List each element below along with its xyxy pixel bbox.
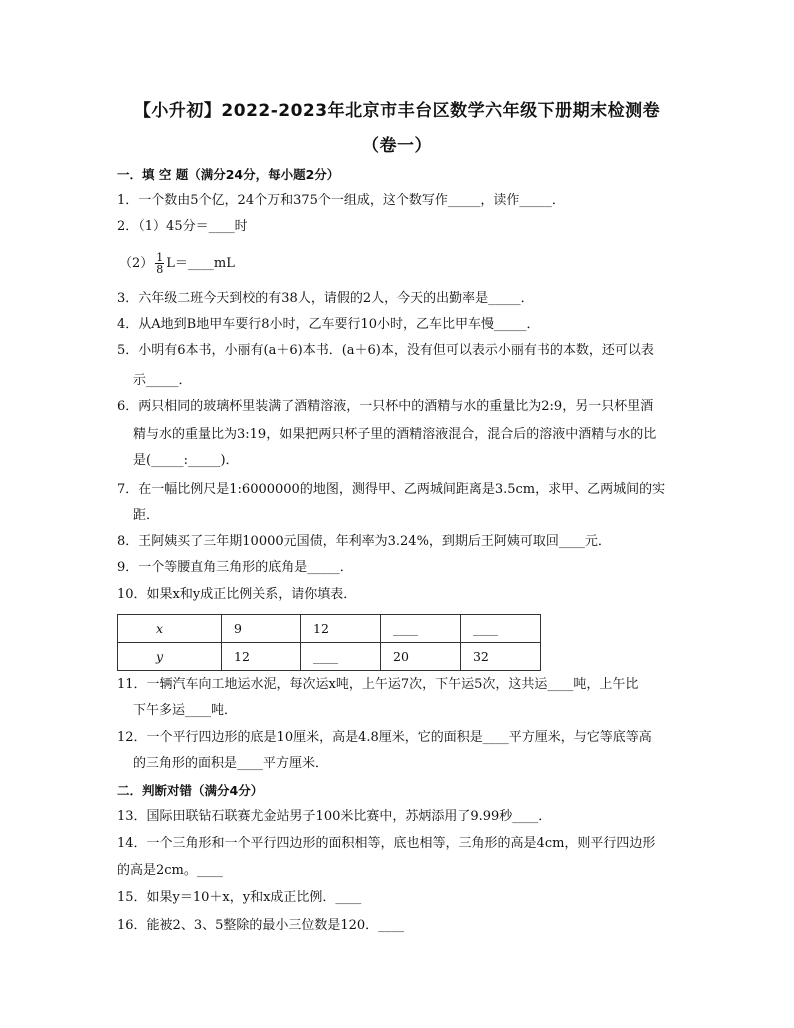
question-13: 13．国际田联钻石联赛尤金站男子100米比赛中，苏炳添用了9.99秒____． [117,809,552,824]
question-14-line-1: 14．一个三角形和一个平行四边形的面积相等，底也相等，三角形的高是4cm，则平行四边形 [117,836,656,851]
fraction-denominator: 8 [156,263,164,276]
question-14-line-2: 的高是2cm。____ [117,863,223,878]
table-cell: x [118,615,222,643]
question-1: 1．一个数由5个亿，24个万和375个一组成，这个数写作_____，读作_____． [117,193,565,208]
table-cell: 20 [381,643,461,671]
question-7-line-1: 7．在一幅比例尺是1:6000000的地图，测得甲、乙两城间距离是3.5cm，求甲、乙两城间的实 [117,482,666,497]
fraction-numerator: 1 [156,251,164,264]
page-subtitle: （卷一） [362,136,432,156]
question-6-line-1: 6．两只相同的玻璃杯里装满了酒精溶液，一只杯中的酒精与水的重量比为2:9，另一只杯里酒 [117,399,654,414]
fraction [155,252,164,275]
question-4: 4．从A地到B地甲车要行8小时，乙车要行10小时，乙车比甲车慢_____． [117,317,540,332]
question-7-line-2: 距． [133,508,160,523]
page-title: 【小升初】2022-2023年北京市丰台区数学六年级下册期末检测卷 [133,101,661,121]
section-true-false-heading: 二．判断对错（满分4分） [117,783,264,798]
proportion-table [117,614,541,671]
table-cell: ____ [460,615,540,643]
question-6-line-2: 精与水的重量比为3:19，如果把两只杯子里的酒精溶液混合，混合后的溶液中酒精与水的比 [133,427,657,442]
question-16: 16．能被2、3、5整除的最小三位数是120．____ [117,918,405,933]
section-fill-in-heading: 一．填 空 题（满分24分，每小题2分） [117,167,340,182]
question-11-line-1: 11．一辆汽车向工地运水泥，每次运x吨，上午运7次，下午运5次，这共运____吨，上午比 [117,677,639,692]
question-12-line-1: 12．一个平行四边形的底是10厘米，高是4.8厘米，它的面积是____平方厘米，与它等底等高 [117,730,652,745]
question-11-line-2: 下午多运____吨． [133,703,238,718]
table-cell: 9 [222,615,301,643]
question-5-line-1: 5．小明有6本书，小丽有(a＋6)本书．(a＋6)本，没有但可以表示小丽有书的本数，还可以表 [117,343,654,358]
table-cell: 12 [301,615,381,643]
question-2-part-1: 2．（1）45分＝____时 [117,219,248,234]
question-10: 10．如果x和y成正比例关系，请你填表． [117,587,357,602]
question-12-line-2: 的三角形的面积是____平方厘米． [133,756,329,771]
question-5-line-2: 示_____． [133,373,192,388]
table-row-y [118,643,541,671]
table-cell: ____ [381,615,461,643]
table-row-x [118,615,541,643]
question-2-part-2-prefix: （2） [119,256,154,271]
question-9: 9．一个等腰直角三角形的底角是_____． [117,560,353,575]
table-cell: ____ [301,643,381,671]
question-6-line-3: 是(_____:_____)． [133,453,239,468]
question-8: 8．王阿姨买了三年期10000元国债，年利率为3.24%，到期后王阿姨可取回____元． [117,534,611,549]
table-cell: 32 [460,643,540,671]
question-3: 3．六年级二班今天到校的有38人，请假的2人，今天的出勤率是_____． [117,291,534,306]
question-15: 15．如果y＝10＋x，y和x成正比例．____ [117,890,362,905]
question-2-part-2 [119,252,689,275]
question-2-part-2-suffix: L＝____mL [166,256,235,271]
table-cell: y [118,643,222,671]
table-cell: 12 [222,643,301,671]
